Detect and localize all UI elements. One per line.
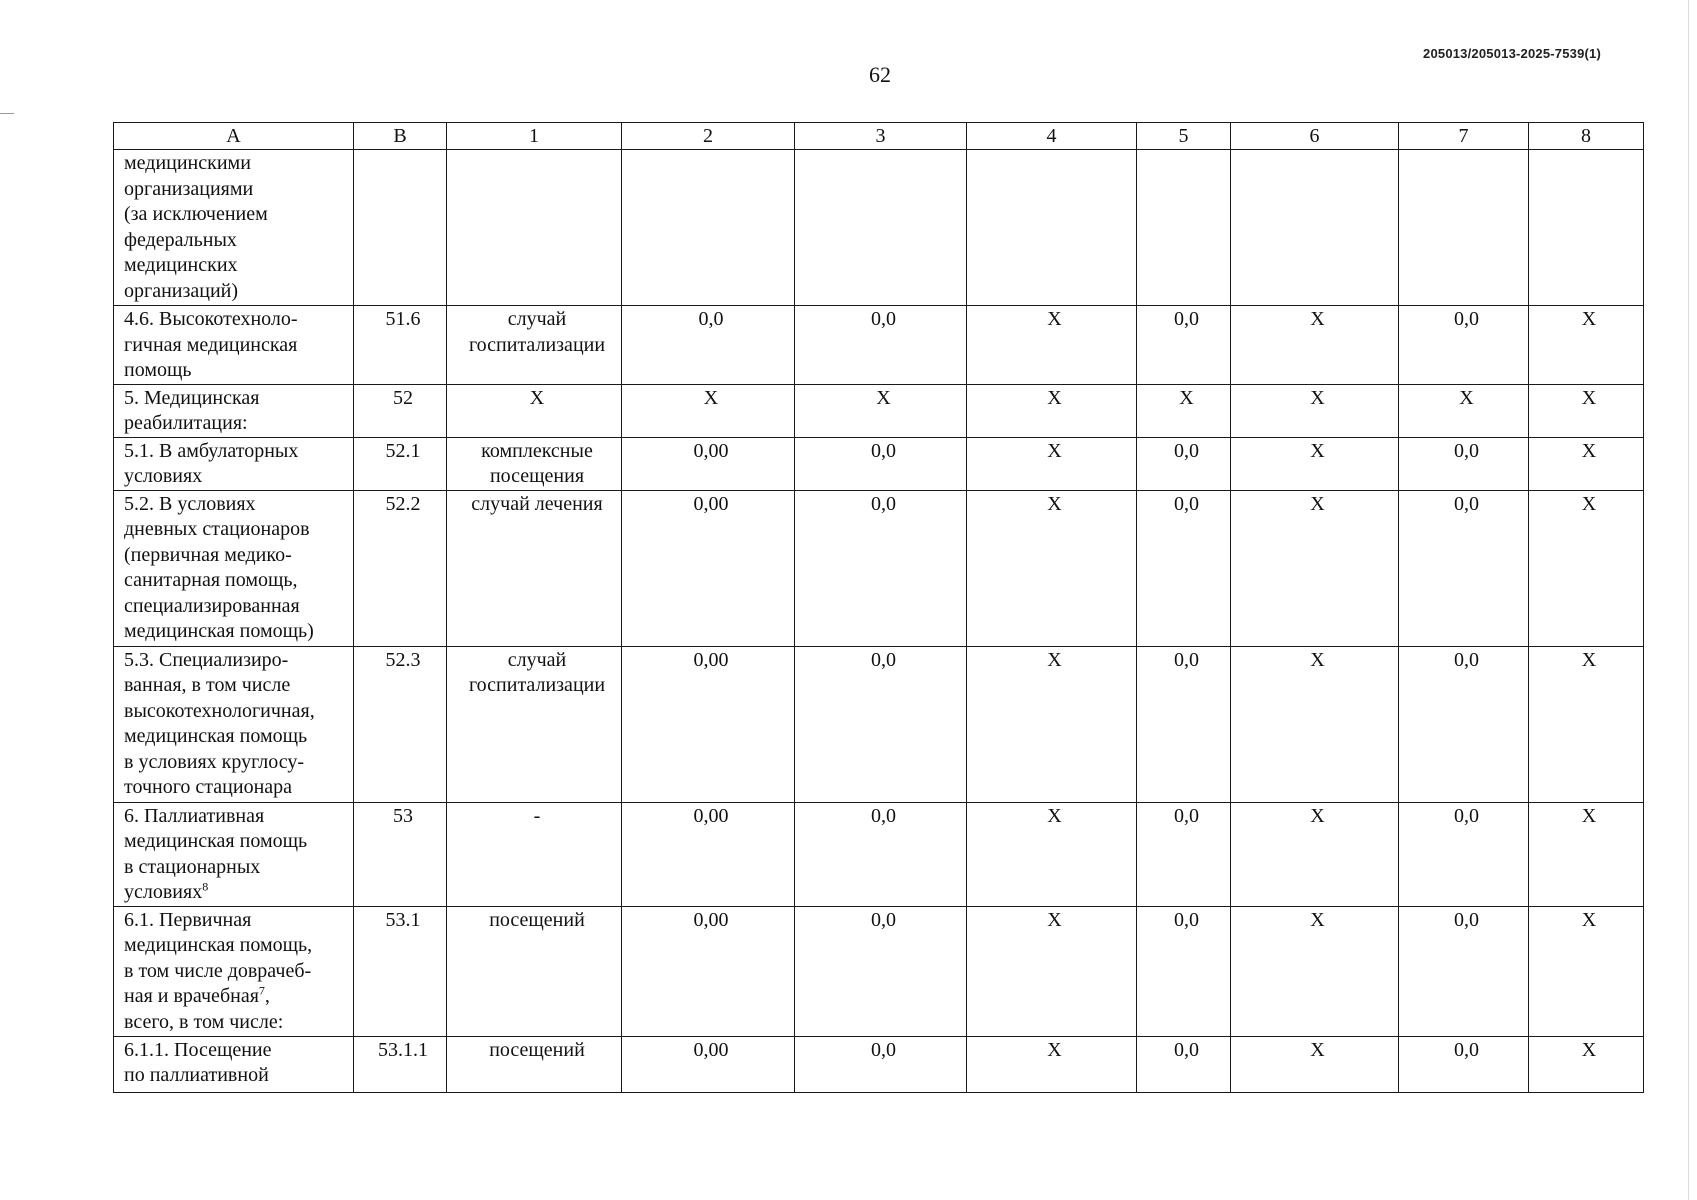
cell-col-4: X — [967, 802, 1137, 906]
cell-col-2: 0,00 — [622, 906, 795, 1036]
column-header-7: 7 — [1399, 123, 1529, 150]
data-table — [113, 122, 1644, 1093]
row-label: медицинскими организациями (за исключением федеральных медицинских организаций) — [114, 150, 354, 306]
cell-col-7: 0,0 — [1399, 802, 1529, 906]
table-row — [114, 490, 1644, 646]
cell-col-3: 0,0 — [795, 437, 967, 490]
cell-col-5: 0,0 — [1137, 437, 1231, 490]
row-unit: случай госпитализации — [447, 646, 622, 802]
table-row — [114, 306, 1644, 385]
cell-col-4: X — [967, 384, 1137, 437]
cell-col-7: 0,0 — [1399, 437, 1529, 490]
cell-col-2: 0,00 — [622, 1036, 795, 1092]
scan-mark-right — [1688, 0, 1689, 1200]
row-unit: посещений — [447, 906, 622, 1036]
row-code — [354, 150, 447, 306]
cell-col-5: 0,0 — [1137, 646, 1231, 802]
cell-col-5 — [1137, 150, 1231, 306]
cell-col-6 — [1231, 150, 1399, 306]
cell-col-2: X — [622, 384, 795, 437]
row-unit: посещений — [447, 1036, 622, 1092]
cell-col-3: 0,0 — [795, 646, 967, 802]
cell-col-3: 0,0 — [795, 802, 967, 906]
row-label-text: 6.1. Первичная медицинская помощь, в том числе доврачеб- ная и врачебная — [124, 908, 313, 1007]
table-row — [114, 150, 1644, 306]
row-code: 52.1 — [354, 437, 447, 490]
cell-col-8: X — [1529, 802, 1644, 906]
footnote-marker: 7 — [258, 983, 265, 998]
row-unit: X — [447, 384, 622, 437]
cell-col-4: X — [967, 906, 1137, 1036]
table-row — [114, 437, 1644, 490]
row-code: 52 — [354, 384, 447, 437]
column-header-b: В — [354, 123, 447, 150]
cell-col-8 — [1529, 150, 1644, 306]
column-header-2: 2 — [622, 123, 795, 150]
cell-col-3: 0,0 — [795, 306, 967, 385]
row-label — [114, 802, 354, 906]
column-header-6: 6 — [1231, 123, 1399, 150]
cell-col-3: 0,0 — [795, 1036, 967, 1092]
cell-col-3: 0,0 — [795, 490, 967, 646]
cell-col-6: X — [1231, 646, 1399, 802]
table-row — [114, 1036, 1644, 1092]
row-label: 5. Медицинская реабилитация: — [114, 384, 354, 437]
row-code: 53.1 — [354, 906, 447, 1036]
footnote-marker: 8 — [202, 879, 209, 894]
table-row — [114, 384, 1644, 437]
cell-col-5: 0,0 — [1137, 802, 1231, 906]
cell-col-8: X — [1529, 490, 1644, 646]
cell-col-2: 0,00 — [622, 646, 795, 802]
cell-col-8: X — [1529, 1036, 1644, 1092]
cell-col-4: X — [967, 1036, 1137, 1092]
cell-col-6: X — [1231, 384, 1399, 437]
cell-col-3: 0,0 — [795, 906, 967, 1036]
row-code: 52.3 — [354, 646, 447, 802]
row-label: 5.3. Специализиро- ванная, в том числе высокотехнологичная, медицинская помощь в условиях круглосу- точного стационара — [114, 646, 354, 802]
cell-col-2: 0,0 — [622, 306, 795, 385]
column-header-4: 4 — [967, 123, 1137, 150]
cell-col-8: X — [1529, 384, 1644, 437]
cell-col-6: X — [1231, 490, 1399, 646]
column-header-8: 8 — [1529, 123, 1644, 150]
cell-col-6: X — [1231, 437, 1399, 490]
row-label-text: 6. Паллиативная медицинская помощь в стационарных условиях — [124, 804, 308, 903]
cell-col-5: 0,0 — [1137, 1036, 1231, 1092]
table-header-row — [114, 123, 1644, 150]
cell-col-2: 0,00 — [622, 490, 795, 646]
cell-col-2 — [622, 150, 795, 306]
row-label: 5.2. В условиях дневных стационаров (первичная медико- санитарная помощь, специализированная медицинская помощь) — [114, 490, 354, 646]
cell-col-2: 0,00 — [622, 437, 795, 490]
table-row — [114, 646, 1644, 802]
row-label: 4.6. Высокотехноло- гичная медицинская помощь — [114, 306, 354, 385]
scan-mark-left — [0, 113, 14, 114]
row-code: 51.6 — [354, 306, 447, 385]
cell-col-6: X — [1231, 1036, 1399, 1092]
cell-col-8: X — [1529, 906, 1644, 1036]
row-unit: - — [447, 802, 622, 906]
cell-col-3: X — [795, 384, 967, 437]
row-unit: случай лечения — [447, 490, 622, 646]
row-unit — [447, 150, 622, 306]
row-unit: комплексные посещения — [447, 437, 622, 490]
cell-col-7: 0,0 — [1399, 906, 1529, 1036]
column-header-1: 1 — [447, 123, 622, 150]
cell-col-3 — [795, 150, 967, 306]
cell-col-5: X — [1137, 384, 1231, 437]
cell-col-5: 0,0 — [1137, 906, 1231, 1036]
cell-col-7 — [1399, 150, 1529, 306]
cell-col-4: X — [967, 437, 1137, 490]
row-label — [114, 906, 354, 1036]
cell-col-5: 0,0 — [1137, 306, 1231, 385]
row-label-tail: , всего, в том числе: — [124, 985, 284, 1033]
row-code: 53.1.1 — [354, 1036, 447, 1092]
document-id: 205013/205013-2025-7539(1) — [1423, 46, 1601, 61]
table-row — [114, 802, 1644, 906]
cell-col-5: 0,0 — [1137, 490, 1231, 646]
cell-col-7: 0,0 — [1399, 306, 1529, 385]
cell-col-6: X — [1231, 306, 1399, 385]
cell-col-4: X — [967, 306, 1137, 385]
cell-col-2: 0,00 — [622, 802, 795, 906]
cell-col-4 — [967, 150, 1137, 306]
cell-col-7: X — [1399, 384, 1529, 437]
row-code: 52.2 — [354, 490, 447, 646]
cell-col-7: 0,0 — [1399, 646, 1529, 802]
column-header-3: 3 — [795, 123, 967, 150]
cell-col-4: X — [967, 646, 1137, 802]
row-label: 6.1.1. Посещение по паллиативной — [114, 1036, 354, 1092]
cell-col-8: X — [1529, 437, 1644, 490]
cell-col-8: X — [1529, 646, 1644, 802]
column-header-5: 5 — [1137, 123, 1231, 150]
cell-col-7: 0,0 — [1399, 1036, 1529, 1092]
cell-col-6: X — [1231, 906, 1399, 1036]
column-header-a: А — [114, 123, 354, 150]
cell-col-6: X — [1231, 802, 1399, 906]
table-row — [114, 906, 1644, 1036]
row-code: 53 — [354, 802, 447, 906]
row-unit: случай госпитализации — [447, 306, 622, 385]
cell-col-4: X — [967, 490, 1137, 646]
cell-col-8: X — [1529, 306, 1644, 385]
row-label: 5.1. В амбулаторных условиях — [114, 437, 354, 490]
cell-col-7: 0,0 — [1399, 490, 1529, 646]
page-number: 62 — [869, 62, 891, 87]
